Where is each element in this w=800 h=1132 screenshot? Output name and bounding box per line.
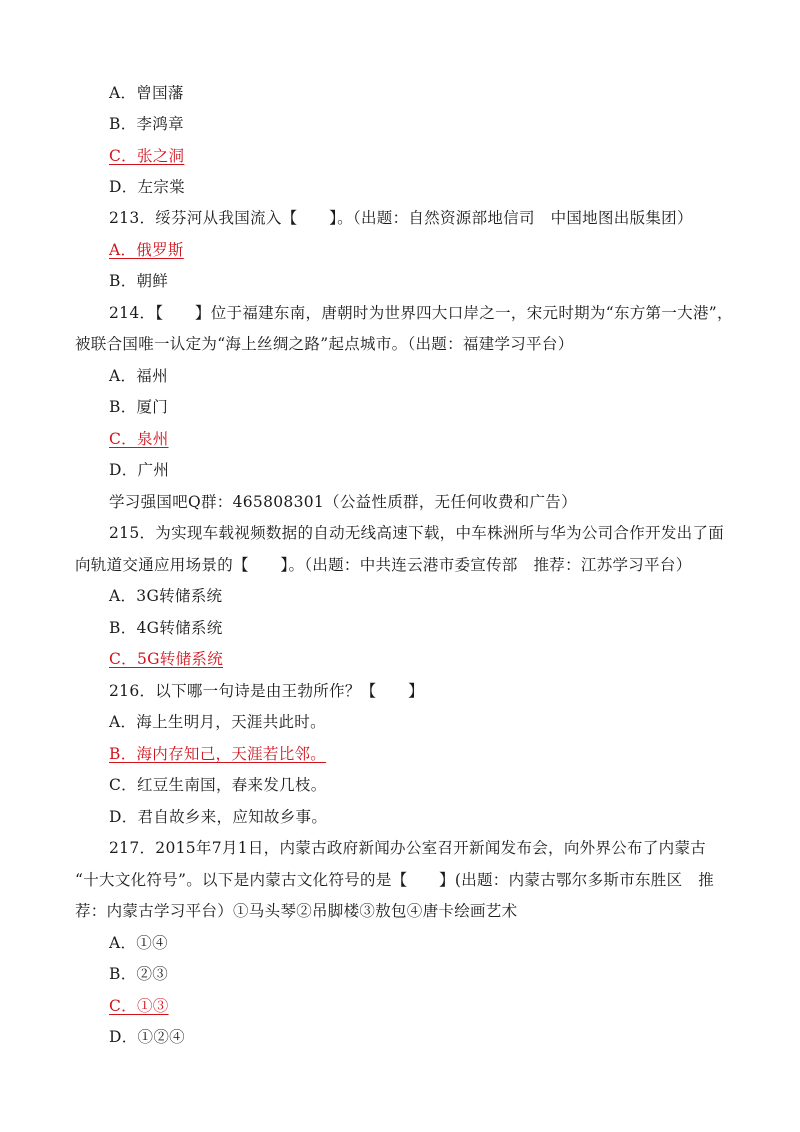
q216-option-a: A．海上生明月，天涯共此时。 bbox=[109, 713, 326, 731]
q216-option-c: C．红豆生南国，春来发几枝。 bbox=[109, 776, 327, 794]
q215-option-c-correct: C．5G转储系统 bbox=[109, 650, 224, 668]
q213-option-b: B．朝鲜 bbox=[109, 272, 169, 290]
q213-stem: 213．绥芬河从我国流入【 】。（出题：自然资源部地信司 中国地图出版集团） bbox=[109, 209, 693, 227]
q217-option-b: B．②③ bbox=[109, 965, 169, 983]
q214-option-c-correct: C．泉州 bbox=[109, 430, 169, 448]
q212-option-a: A．曾国藩 bbox=[109, 84, 184, 102]
q217-option-c-correct: C．①③ bbox=[109, 997, 169, 1015]
q217-stem-line-3: 荐：内蒙古学习平台）①马头琴②吊脚楼③敖包④唐卡绘画艺术 bbox=[75, 902, 518, 920]
q216-option-d: D．君自故乡来，应知故乡事。 bbox=[109, 808, 328, 826]
q217-option-d: D．①②④ bbox=[109, 1028, 185, 1046]
q216-stem: 216．以下哪一句诗是由王勃所作？【 】 bbox=[109, 682, 424, 700]
q217-option-a: A．①④ bbox=[109, 934, 168, 952]
q217-stem-line-1: 217．2015年7月1日，内蒙古政府新闻办公室召开新闻发布会，向外界公布了内蒙古 bbox=[109, 839, 707, 857]
q212-option-c-correct: C．张之洞 bbox=[109, 147, 185, 165]
q215-option-a: A．3G转储系统 bbox=[109, 587, 223, 605]
q214-stem-line-1: 214．【 】位于福建东南，唐朝时为世界四大口岸之一，宋元时期为“东方第一大港”， bbox=[109, 304, 733, 322]
q212-option-d: D．左宗棠 bbox=[109, 178, 185, 196]
q215-stem-line-1: 215．为实现车载视频数据的自动无线高速下载，中车株洲所与华为公司合作开发出了面 bbox=[109, 524, 725, 542]
q214-option-a: A．福州 bbox=[109, 367, 168, 385]
q217-stem-line-2: “十大文化符号”。以下是内蒙古文化符号的是【 】(出题：内蒙古鄂尔多斯市东胜区 推 bbox=[75, 871, 714, 889]
q214-stem-line-2: 被联合国唯一认定为“海上丝绸之路”起点城市。（出题：福建学习平台） bbox=[75, 335, 574, 353]
q215-option-b: B．4G转储系统 bbox=[109, 619, 223, 637]
q213-option-a-correct: A．俄罗斯 bbox=[109, 241, 184, 259]
group-notice: 学习强国吧Q群：465808301（公益性质群，无任何收费和广告） bbox=[109, 493, 577, 511]
q216-option-b-correct: B．海内存知己，天涯若比邻。 bbox=[109, 745, 327, 763]
q214-option-d: D．广州 bbox=[109, 461, 170, 479]
q215-stem-line-2: 向轨道交通应用场景的【 】。（出题：中共连云港市委宣传部 推荐：江苏学习平台） bbox=[75, 556, 692, 574]
q214-option-b: B．厦门 bbox=[109, 398, 169, 416]
q212-option-b: B．李鸿章 bbox=[109, 115, 184, 133]
